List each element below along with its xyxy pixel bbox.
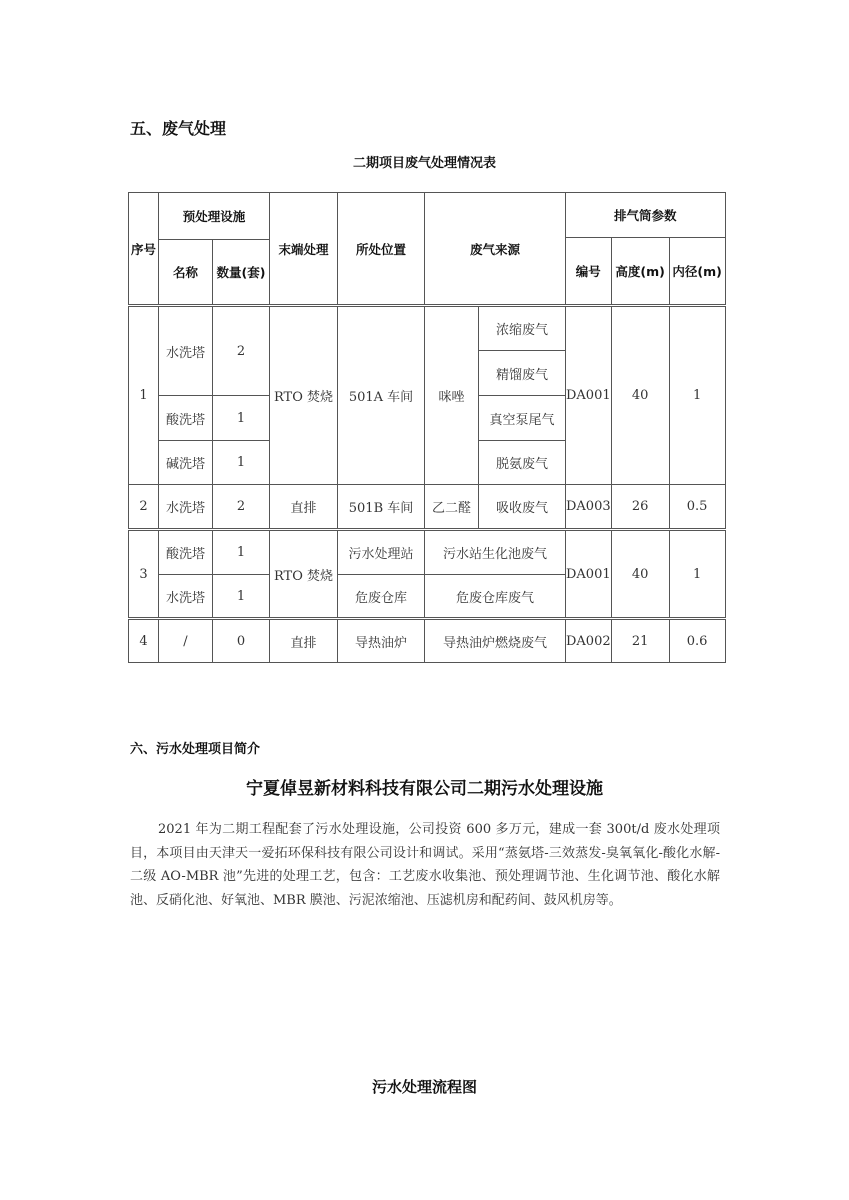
pretreat-name: 水洗塔 (159, 306, 213, 396)
source-sub: 浓缩废气 (479, 306, 566, 351)
table-row (129, 619, 726, 663)
stack-diameter: 1 (669, 306, 725, 485)
header-stack: 排气筒参数 (566, 193, 726, 238)
flow-chart-title: 污水处理流程图 (371, 1078, 477, 1096)
header-pretreat-qty: 数量(套) (213, 240, 270, 306)
pretreat-name: / (159, 619, 213, 663)
source-combined: 危废仓库废气 (425, 575, 566, 619)
table-row (129, 306, 726, 351)
location: 危废仓库 (338, 575, 425, 619)
source-sub: 吸收废气 (479, 485, 566, 530)
intro-paragraph: 2021 年为二期工程配套了污水处理设施，公司投资 600 多万元，建成一套 300t/d 废水处理项目，本项目由天津天一爱拓环保科技有限公司设计和调试。采用“蒸氨塔-三效蒸发-臭氧氧化-酸化水解-二级 AO-MBR 池”先进的处理工艺，包含：工艺废水收集池、预处理调节池、生化调节池、酸化水解池、反硝化池、好氧池、MBR 膜池、污泥浓缩池、压滤机房和配药间、鼓风机房等。 (130, 822, 720, 908)
row-seq: 2 (129, 485, 159, 530)
section-title: 五、废气处理 (130, 119, 227, 138)
source-main: 咪唑 (425, 306, 479, 485)
end-treatment: 直排 (270, 619, 338, 663)
header-pretreat: 预处理设施 (159, 193, 270, 240)
pretreat-qty: 1 (213, 575, 270, 619)
header-source: 废气来源 (425, 193, 566, 306)
source-combined: 导热油炉燃烧废气 (425, 619, 566, 663)
pretreat-name: 水洗塔 (159, 485, 213, 530)
source-main: 乙二醛 (425, 485, 479, 530)
pretreat-qty: 0 (213, 619, 270, 663)
project-title: 宁夏倬昱新材料科技有限公司二期污水处理设施 (246, 779, 603, 799)
location: 501B 车间 (338, 485, 425, 530)
header-row (129, 193, 726, 238)
row-seq: 3 (129, 530, 159, 619)
pretreat-qty: 1 (213, 530, 270, 575)
stack-height: 21 (611, 619, 669, 663)
pretreat-qty: 1 (213, 396, 270, 441)
row-seq: 1 (129, 306, 159, 485)
location: 导热油炉 (338, 619, 425, 663)
end-treatment: 直排 (270, 485, 338, 530)
header-end-treat: 末端处理 (270, 193, 338, 306)
source-sub: 脱氨废气 (479, 441, 566, 485)
pretreat-name: 酸洗塔 (159, 396, 213, 441)
table-row (129, 530, 726, 575)
pretreat-name: 酸洗塔 (159, 530, 213, 575)
stack-id: DA003 (566, 485, 612, 530)
stack-diameter: 1 (669, 530, 725, 619)
emissions-table (128, 192, 726, 663)
location: 污水处理站 (338, 530, 425, 575)
location: 501A 车间 (338, 306, 425, 485)
table-row (129, 485, 726, 530)
stack-id: DA001 (566, 306, 612, 485)
stack-diameter: 0.5 (669, 485, 725, 530)
source-sub: 精馏废气 (479, 351, 566, 396)
header-location: 所处位置 (338, 193, 425, 306)
stack-id: DA002 (566, 619, 612, 663)
header-stack-id: 编号 (566, 238, 612, 306)
stack-id: DA001 (566, 530, 612, 619)
table-caption: 二期项目废气处理情况表 (352, 156, 496, 171)
stack-height: 26 (611, 485, 669, 530)
header-stack-height: 高度(m) (611, 238, 669, 306)
source-combined: 污水站生化池废气 (425, 530, 566, 575)
header-stack-diameter: 内径(m) (669, 238, 725, 306)
pretreat-qty: 2 (213, 306, 270, 396)
header-pretreat-name: 名称 (159, 240, 213, 306)
end-treatment: RTO 焚烧 (270, 530, 338, 619)
pretreat-name: 水洗塔 (159, 575, 213, 619)
pretreat-qty: 2 (213, 485, 270, 530)
header-seq: 序号 (129, 193, 159, 306)
end-treatment: RTO 焚烧 (270, 306, 338, 485)
pretreat-name: 碱洗塔 (159, 441, 213, 485)
section-title: 六、污水处理项目简介 (130, 742, 261, 757)
row-seq: 4 (129, 619, 159, 663)
source-sub: 真空泵尾气 (479, 396, 566, 441)
pretreat-qty: 1 (213, 441, 270, 485)
stack-height: 40 (611, 306, 669, 485)
stack-height: 40 (611, 530, 669, 619)
stack-diameter: 0.6 (669, 619, 725, 663)
